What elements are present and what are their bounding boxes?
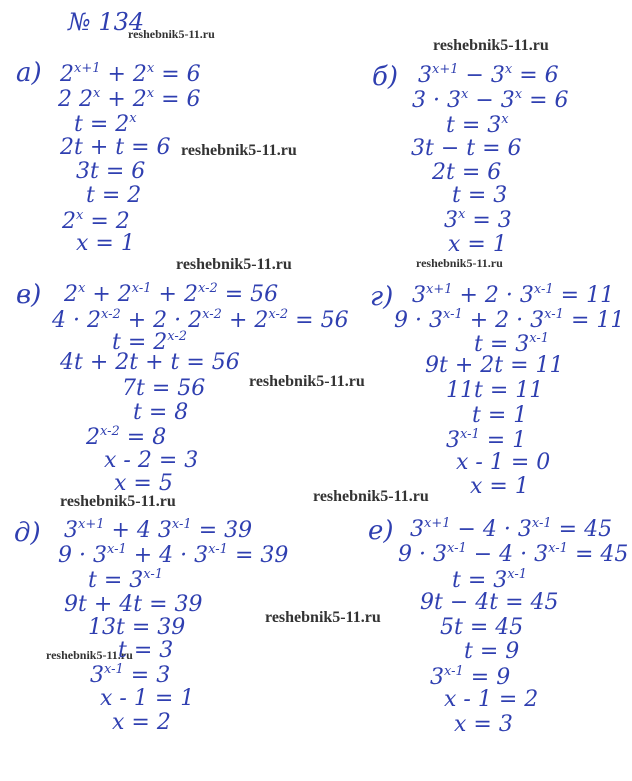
equation-line: $3^{x-1} = 9$ — [430, 664, 511, 690]
equation-line: $t = 3^{x-1}$ — [474, 331, 550, 357]
problem-number: № 134 — [68, 8, 145, 36]
equation-line: x = 1 — [448, 232, 507, 257]
part-label-b: б) — [372, 62, 399, 92]
equation-line: $t = 3^x$ — [446, 112, 509, 138]
equation-line: t = 3 — [118, 638, 174, 663]
equation-line: 9t − 4t = 45 — [420, 590, 559, 615]
equation-line: $3^{x+1} + 2 \cdot 3^{x-1} = 11$ — [412, 282, 615, 308]
equation-line: x = 5 — [114, 471, 173, 496]
part-label-d: д) — [14, 518, 41, 548]
watermark: reshebnik5-11.ru — [128, 27, 215, 41]
equation-line: $3 \cdot 3^x - 3^x = 6$ — [412, 87, 569, 113]
equation-line: x - 1 = 1 — [100, 686, 195, 711]
equation-line: 2t + t = 6 — [60, 135, 171, 160]
equation-line: $3^{x+1} + 4$ $3^{x-1} = 39$ — [64, 517, 253, 543]
watermark: reshebnik5-11.ru — [313, 488, 429, 505]
watermark: reshebnik5-11.ru — [181, 142, 297, 159]
equation-line: 3t = 6 — [76, 159, 146, 184]
watermark: reshebnik5-11.ru — [46, 648, 133, 662]
equation-line: 5t = 45 — [440, 615, 524, 640]
equation-line: $3^{x+1} - 4 \cdot 3^{x-1} = 45$ — [410, 516, 613, 542]
equation-line: $9 \cdot 3^{x-1} - 4 \cdot 3^{x-1} = 45$ — [398, 541, 629, 567]
watermark: reshebnik5-11.ru — [176, 256, 292, 273]
equation-line: 4t + 2t + t = 56 — [60, 350, 240, 375]
equation-line: x = 1 — [470, 474, 529, 499]
part-label-e: е) — [368, 516, 394, 546]
equation-line: $2^x = 2$ — [62, 208, 130, 234]
equation-line: x - 2 = 3 — [104, 448, 199, 473]
equation-line: 3t − t = 6 — [411, 136, 522, 161]
equation-line: 9t + 2t = 11 — [425, 353, 564, 378]
equation-line: 2 $2^x + 2^x = 6$ — [58, 86, 201, 112]
equation-line: $t = 2^x$ — [74, 111, 137, 137]
equation-line: $4 \cdot 2^{x-2} + 2 \cdot 2^{x-2} + 2^{x-2} = 56$ — [52, 307, 349, 333]
equation-line: $3^x = 3$ — [444, 207, 512, 233]
watermark: reshebnik5-11.ru — [249, 373, 365, 390]
equation-line: 13t = 39 — [88, 615, 186, 640]
equation-line: $2^{x+1} + 2^x = 6$ — [60, 61, 201, 87]
equation-line: t = 3 — [452, 183, 508, 208]
equation-line: $2^{x-2} = 8$ — [86, 424, 167, 450]
part-label-a: а) — [16, 58, 42, 88]
equation-line: 7t = 56 — [122, 376, 206, 401]
equation-line: $t = 3^{x-1}$ — [88, 567, 164, 593]
equation-line: t = 2 — [86, 183, 142, 208]
equation-line: $t = 3^{x-1}$ — [452, 567, 528, 593]
equation-line: x - 1 = 0 — [456, 450, 551, 475]
watermark: reshebnik5-11.ru — [433, 37, 549, 54]
part-label-g: г) — [370, 282, 394, 312]
watermark: reshebnik5-11.ru — [60, 493, 176, 510]
watermark: reshebnik5-11.ru — [416, 256, 503, 270]
equation-line: $2^x + 2^{x-1} + 2^{x-2} = 56$ — [64, 281, 279, 307]
equation-line: t = 1 — [472, 403, 528, 428]
equation-line: $9 \cdot 3^{x-1} + 4 \cdot 3^{x-1} = 39$ — [58, 542, 289, 568]
equation-line: t = 8 — [133, 400, 189, 425]
equation-line: x - 1 = 2 — [444, 687, 539, 712]
equation-line: $t = 2^{x-2}$ — [112, 329, 188, 355]
equation-line: $3^{x-1} = 3$ — [90, 662, 171, 688]
equation-line: x = 3 — [454, 712, 513, 737]
equation-line: 11t = 11 — [446, 378, 544, 403]
equation-line: 2t = 6 — [432, 160, 502, 185]
equation-line: 9t + 4t = 39 — [64, 592, 203, 617]
part-label-v: в) — [16, 280, 42, 310]
equation-line: $9 \cdot 3^{x-1} + 2 \cdot 3^{x-1} = 11$ — [394, 307, 625, 333]
equation-line: x = 2 — [112, 710, 171, 735]
equation-line: x = 1 — [76, 231, 135, 256]
equation-line: $3^{x+1} - 3^x = 6$ — [418, 62, 559, 88]
equation-line: $3^{x-1} = 1$ — [446, 427, 527, 453]
equation-line: t = 9 — [464, 639, 520, 664]
watermark: reshebnik5-11.ru — [265, 609, 381, 626]
